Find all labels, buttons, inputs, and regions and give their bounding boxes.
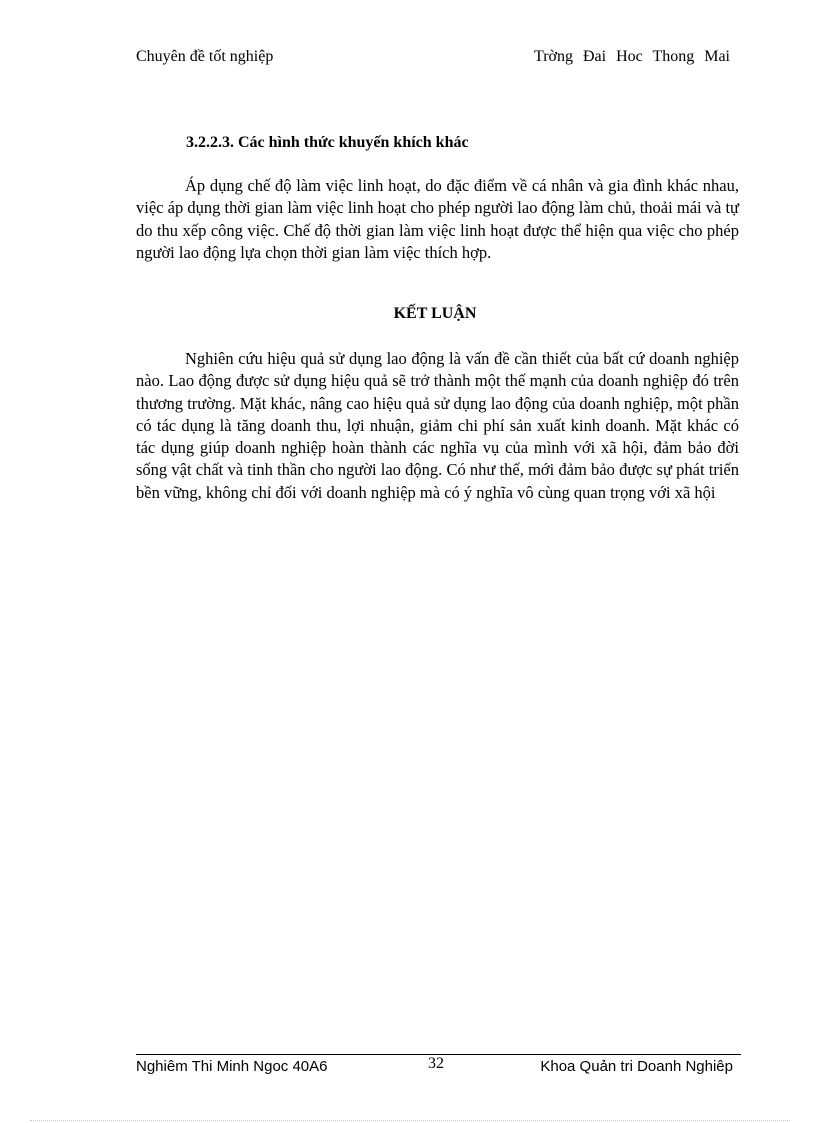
- conclusion-paragraph: Nghiên cứu hiệu quả sử dụng lao động là vấn đề cần thiết của bất cứ doanh nghiệp nào. Lao động được sử dụng hiệu quả sẽ trở thành một thế mạnh của doanh nghiệp đó trên thương trường. Mặt khác, nâng cao hiệu quả sử dụng lao động của doanh nghiệp, một phần có tác dụng là tăng doanh thu, lợi nhuận, giảm chi phí sản xuất kinh doanh. Mặt khác có tác dụng giúp doanh nghiệp hoàn thành các nghĩa vụ của mình với xã hội, đảm bảo đời sống vật chất và tinh thần cho người lao động. Có như thế, mới đảm bảo được sự phát triển bền vững, không chỉ đối với doanh nghiệp mà có ý nghĩa vô cùng quan trọng với xã hội: [136, 349, 739, 502]
- footer-faculty: Khoa Quản tri Doanh Nghiêp: [540, 1058, 733, 1075]
- page-edge-divider: [30, 1120, 790, 1121]
- header-document-type: Chuyên đề tốt nghiệp: [136, 48, 274, 65]
- header-university: Trờng Đai Hoc Thong Mai: [533, 48, 730, 65]
- section-heading: 3.2.2.3. Các hình thức khuyến khích khác: [186, 134, 469, 151]
- section-paragraph: Áp dụng chế độ làm việc linh hoạt, do đặc điểm về cá nhân và gia đình khác nhau, việc áp dụng thời gian làm việc linh hoạt cho phép người lao động làm chủ, thoải mái và tự do thu xếp công việc. Chế độ thời gian làm việc linh hoạt được thể hiện qua việc cho phép người lao động lựa chọn thời gian làm việc thích hợp.: [136, 176, 739, 262]
- page-footer: [136, 1055, 741, 1080]
- footer-author: Nghiêm Thi Minh Ngoc 40A6: [136, 1058, 328, 1075]
- conclusion-title: KẾT LUẬN: [393, 305, 477, 322]
- page-header: [136, 48, 730, 72]
- page-number: 32: [428, 1055, 444, 1072]
